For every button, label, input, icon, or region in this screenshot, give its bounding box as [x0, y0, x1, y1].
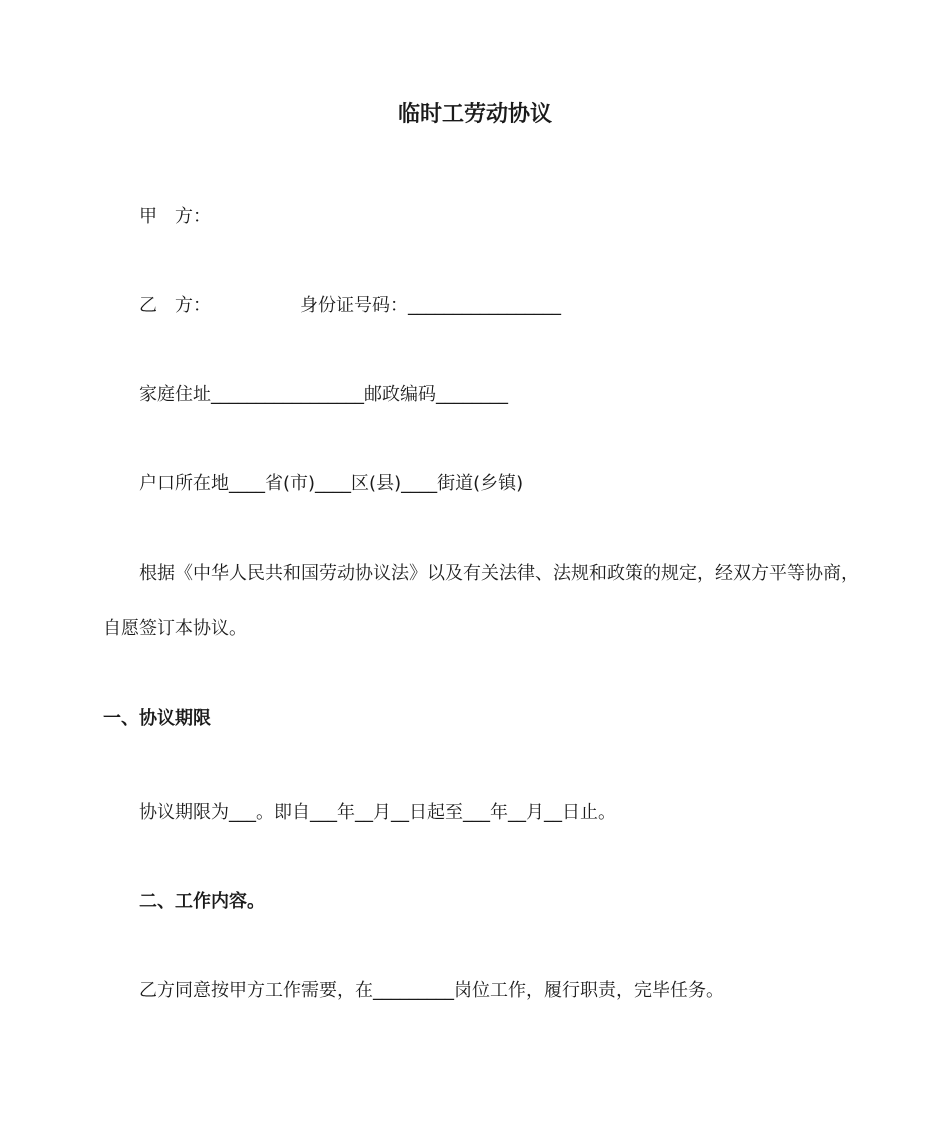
address-line: 家庭住址_________________邮政编码________	[139, 384, 508, 405]
intro-paragraph-line-1: 根据《中华人民共和国劳动协议法》以及有关法律、法规和政策的规定，经双方平等协商，	[139, 563, 859, 584]
party-a-label: 甲 方：	[139, 206, 211, 227]
section-2-heading: 二、工作内容。	[139, 891, 265, 912]
document-title: 临时工劳动协议	[397, 102, 552, 127]
section-2-text: 乙方同意按甲方工作需要，在_________岗位工作，履行职责，完毕任务。	[139, 980, 724, 1001]
household-registration-line: 户口所在地____省(市)____区(县)____街道(乡镇)	[139, 473, 524, 494]
section-1-text: 协议期限为___。即自___年__月__日起至___年__月__日止。	[139, 802, 616, 823]
intro-paragraph-line-2: 自愿签订本协议。	[103, 618, 247, 639]
id-number-field: 身份证号码：_________________	[300, 295, 561, 316]
party-b-label: 乙 方：	[139, 295, 211, 316]
section-1-heading: 一、协议期限	[103, 708, 211, 729]
